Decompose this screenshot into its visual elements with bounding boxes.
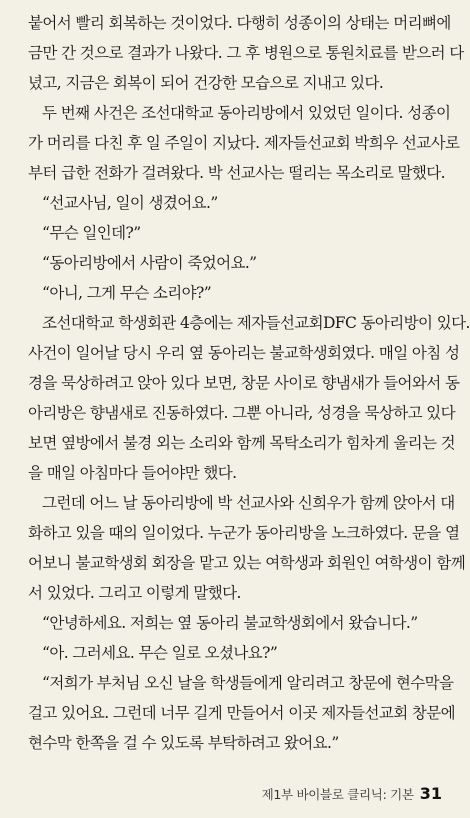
dialogue-line: “아. 그러세요. 무슨 일로 오셨나요?” [42,644,278,662]
dialogue-line: “안녕하세요. 저희는 옆 동아리 불교학생회에서 왔습니다.” [42,614,418,632]
page-number: 31 [419,784,442,803]
dialogue-line: “아니, 그게 무슨 소리야?” [42,284,212,302]
text-line: 두 번째 사건은 조선대학교 동아리방에서 있었던 일이다. 성종이 [42,104,451,122]
text-line: 가 머리를 다친 후 일 주일이 지났다. 제자들선교회 박희우 선교사로 [28,134,460,152]
text-line: 그런데 어느 날 동아리방에 박 선교사와 신희우가 함께 앉아서 대 [42,494,455,512]
text-line: 서 있었다. 그리고 이렇게 말했다. [28,584,241,602]
text-line: 화하고 있을 때의 일이었다. 누군가 동아리방을 노크하였다. 문을 열 [28,524,460,542]
dialogue-line: “저희가 부처님 오신 날을 학생들에게 알리려고 창문에 현수막을 [42,674,454,692]
text-line: 아리방은 향냄새로 진동하였다. 그뿐 아니라, 성경을 묵상하고 있다 [28,404,456,422]
text-line: 어보니 불교학생회 회장을 맡고 있는 여학생과 회원인 여학생이 함께 [28,554,466,572]
text-line: 사건이 일어날 당시 우리 옆 동아리는 불교학생회였다. 매일 아침 성 [28,344,460,362]
text-line: 을 매일 아침마다 들어야만 했다. [28,464,237,482]
text-line: 부터 급한 전화가 걸려왔다. 박 선교사는 떨리는 목소리로 말했다. [28,164,445,182]
text-line: 금만 간 것으로 결과가 나왔다. 그 후 병원으로 통원치료를 받으러 다 [28,44,464,62]
text-line: 붙어서 빨리 회복하는 것이었다. 다행히 성종이의 상태는 머리뼈에 [28,14,451,32]
running-footer-title: 제1부 바이블로 클리닉: 기본 [261,787,414,802]
text-line: 녔고, 지금은 회복이 되어 건강한 모습으로 지내고 있다. [28,74,384,92]
dialogue-line: 걸고 있어요. 그런데 너무 길게 만들어서 이곳 제자들선교회 창문에 [28,704,456,722]
text-line: 조선대학교 학생회관 4층에는 제자들선교회DFC 동아리방이 있다. [42,314,470,332]
dialogue-line: 현수막 한쪽을 걸 수 있도록 부탁하려고 왔어요.” [28,734,339,752]
text-line: 경을 묵상하려고 앉아 있다 보면, 창문 사이로 향냄새가 들어와서 동 [28,374,460,392]
text-line: 보면 옆방에서 불경 외는 소리와 함께 목탁소리가 힘차게 울리는 것 [28,434,456,452]
dialogue-line: “선교사님, 일이 생겼어요.” [42,194,218,212]
page-footer [262,782,442,806]
dialogue-line: “동아리방에서 사람이 죽었어요.” [42,254,257,272]
dialogue-line: “무슨 일인데?” [42,224,141,242]
